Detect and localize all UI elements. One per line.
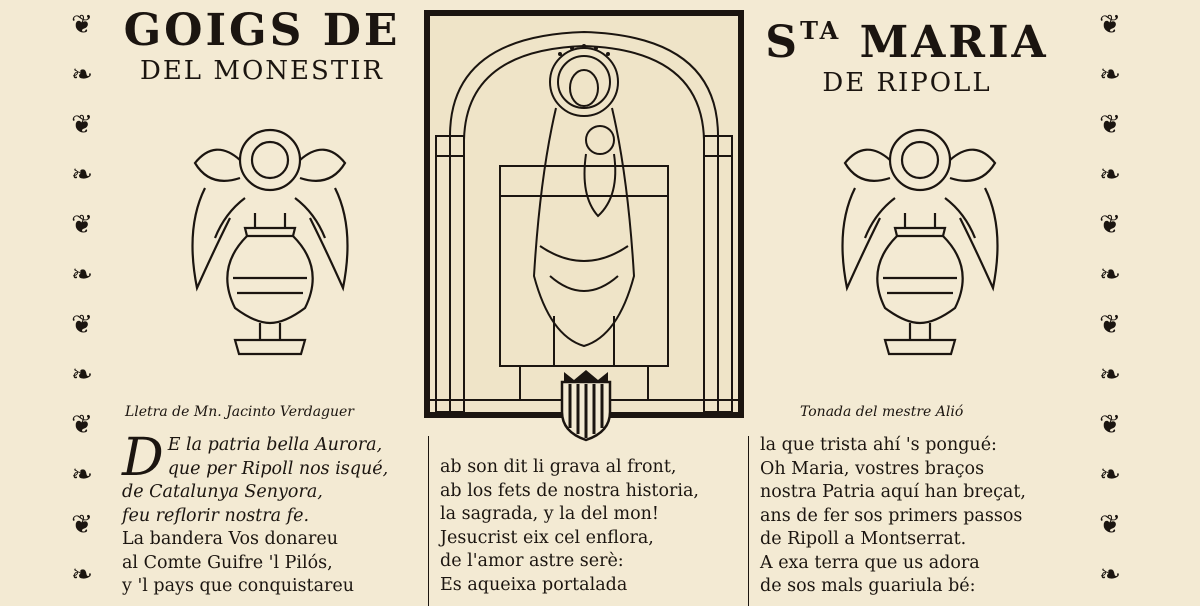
verse-line: al Comte Guifre 'l Pilós, [122, 552, 333, 573]
verse-line: La bandera Vos donareu [122, 529, 338, 549]
verse-line: de Catalunya Senyora, [122, 482, 323, 502]
verse-line: y 'l pays que conquistareu [122, 576, 354, 596]
verse-line: de l'amor astre serè: [440, 551, 624, 571]
fleur-ornament-icon: ❦ [1099, 410, 1121, 440]
title-prefix: S [765, 17, 801, 68]
fleur-ornament-icon: ❧ [71, 160, 93, 190]
title-sub-left: DEL MONESTIR [139, 56, 385, 86]
fleur-ornament-icon: ❦ [1099, 10, 1121, 40]
fleur-ornament-icon: ❦ [71, 210, 93, 240]
fleur-ornament-icon: ❧ [1099, 360, 1121, 390]
title-superscript: TA [800, 16, 842, 45]
fleur-ornament-icon: ❦ [71, 410, 93, 440]
title-left [112, 6, 412, 86]
madonna-panel [424, 10, 744, 418]
fleur-ornament-icon: ❧ [1099, 460, 1121, 490]
verse-first-line: E la patria bella Aurora, [167, 435, 383, 455]
column-divider [748, 436, 749, 606]
fleur-ornament-icon: ❧ [71, 60, 93, 90]
fleur-ornament-icon: ❧ [71, 560, 93, 590]
verse-column-2 [440, 456, 699, 597]
drop-cap: D [122, 428, 164, 488]
column-divider [428, 436, 429, 606]
fleur-ornament-icon: ❧ [1099, 560, 1121, 590]
verse-line: la sagrada, y la del mon! [440, 504, 659, 524]
verse-line: A exa terra que us adora [760, 552, 980, 573]
verse-column-1 [122, 428, 389, 599]
fleur-ornament-icon: ❦ [71, 10, 93, 40]
left-border-ornament [58, 0, 106, 600]
verse-line: Jesucrist eix cel enflora, [440, 527, 654, 548]
verse-column-3 [760, 434, 1026, 599]
fleur-ornament-icon: ❦ [1099, 510, 1121, 540]
verse-line: Es aqueixa portalada [440, 574, 628, 595]
heraldic-shield-icon [558, 368, 614, 442]
fleur-ornament-icon: ❦ [1099, 310, 1121, 340]
fleur-ornament-icon: ❧ [71, 460, 93, 490]
title-sub-right: DE RIPOLL [822, 68, 992, 98]
fleur-ornament-icon: ❦ [71, 310, 93, 340]
verse-line: que per Ripoll nos isqué, [167, 458, 389, 479]
verse-line: la que trista ahí 's pongué: [760, 435, 997, 455]
fleur-ornament-icon: ❧ [1099, 60, 1121, 90]
fleur-ornament-icon: ❧ [71, 360, 93, 390]
verse-line: de Ripoll a Montserrat. [760, 529, 967, 549]
right-border-ornament [1086, 0, 1134, 600]
title-right [752, 6, 1062, 98]
verse-line: de sos mals guariula bé: [760, 576, 976, 596]
verse-line: ans de fer sos primers passos [760, 505, 1023, 526]
madonna-and-child-icon [430, 16, 738, 412]
title-main-left: GOIGS DE [123, 5, 401, 56]
fleur-ornament-icon: ❦ [1099, 210, 1121, 240]
verse-line: Oh Maria, vostres braços [760, 458, 985, 479]
title-maria: MARIA [859, 17, 1049, 68]
verse-line: feu reflorir nostra fe. [122, 505, 310, 526]
lyrics-credit: Lletra de Mn. Jacinto Verdaguer [125, 404, 354, 420]
verse-line: ab los fets de nostra historia, [440, 480, 699, 501]
flower-vase-icon [175, 118, 365, 378]
title-main-right [752, 6, 1062, 68]
fleur-ornament-icon: ❧ [1099, 160, 1121, 190]
music-credit: Tonada del mestre Alió [800, 404, 964, 420]
verse-line: nostra Patria aquí han breçat, [760, 482, 1026, 502]
fleur-ornament-icon: ❦ [71, 510, 93, 540]
fleur-ornament-icon: ❧ [71, 260, 93, 290]
fleur-ornament-icon: ❧ [1099, 260, 1121, 290]
flower-vase-icon [825, 118, 1015, 378]
fleur-ornament-icon: ❦ [71, 110, 93, 140]
fleur-ornament-icon: ❦ [1099, 110, 1121, 140]
verse-line: ab son dit li grava al front, [440, 457, 677, 477]
